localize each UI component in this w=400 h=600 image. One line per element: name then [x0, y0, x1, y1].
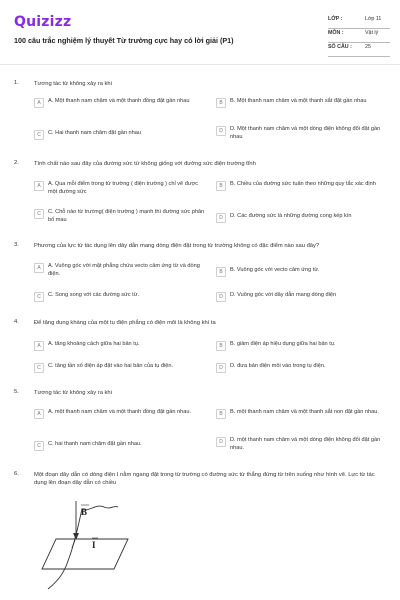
option-letter-box: D [216, 126, 226, 136]
question-5 [14, 389, 388, 459]
option-text: C. Chỗ nào từ trường( điện trường ) mạnh thì đường sức phân bố mau [48, 209, 205, 223]
option-letter-box: C [34, 441, 44, 451]
question-4 [14, 319, 388, 375]
question-3 [14, 242, 388, 308]
question-number: 5. [14, 389, 19, 395]
meta-row-subject [328, 29, 390, 43]
option-letter-box: B [216, 181, 226, 191]
wire-in-field-diagram [34, 493, 134, 593]
option-text: D. đưa bản điện môi vào trong tụ điện. [230, 363, 326, 369]
option-letter-box: A [34, 98, 44, 108]
question-text: Tương tác từ không xảy ra khi [34, 81, 112, 87]
i-vector-label: I [92, 540, 96, 550]
option-text: C. Hai thanh nam châm đặt gần nhau [48, 130, 141, 136]
option-text: A. Một thanh nam châm và một thanh đồng đặt gần nhau [48, 98, 190, 104]
option-letter-box: D [216, 437, 226, 447]
option-text: B. Một thanh nam châm và một thanh sắt đặt gần nhau [230, 98, 367, 104]
option-text: B. một thanh nam châm và một thanh sắt non đặt gần nhau. [230, 409, 379, 415]
meta-value: Lớp 11 [365, 16, 382, 22]
option-text: C. hai thanh nam châm đặt gần nhau. [48, 441, 142, 447]
question-text: Để tăng dung kháng của một tụ điện phẳng có điện môi là không khí ta [34, 320, 216, 326]
option-letter-box: B [216, 409, 226, 419]
option-text: D. Vuông góc với dây dẫn mang dòng điện [230, 292, 337, 298]
option-letter-box: D [216, 213, 226, 223]
option-letter-box: A [34, 181, 44, 191]
plane-outline [42, 539, 128, 569]
option-text: A. Qua mỗi điểm trong từ trường ( điện trường ) chỉ vẽ được một đường sức [48, 181, 199, 195]
question-number: 4. [14, 319, 19, 325]
wire-top-curve [82, 506, 118, 510]
header-divider [0, 64, 400, 65]
option-text: A. tăng khoảng cách giữa hai bản tụ. [48, 341, 140, 347]
option-letter-box: B [216, 98, 226, 108]
question-text: Phương của lực từ tác dụng lên dây dẫn mang dòng điện đặt trong từ trường không có đặc điểm nào sau đây? [34, 243, 320, 249]
option-letter-box: C [34, 292, 44, 302]
option-letter-box: A [34, 263, 44, 273]
b-vector-label: B [81, 507, 88, 517]
option-text: B. Vuông góc với vecto cảm ứng từ. [230, 267, 320, 273]
current-direction-arrow [72, 540, 75, 548]
option-letter-box: C [34, 130, 44, 140]
option-text: D. Một thanh nam châm và một dòng điện không đổi đặt gần nhau [230, 126, 381, 140]
quizizz-logo: Quizizz [14, 14, 72, 30]
option-letter-box: D [216, 363, 226, 373]
meta-value: 25 [365, 44, 371, 50]
question-text: Một đoạn dây dẫn có dòng điện I nằm ngang đặt trong từ trường có đường sức từ thẳng đứng từ trên xuống như hình vẽ. Lực từ tác dụng lên đoạn dây dẫn có chiều [34, 472, 375, 486]
meta-value: Vật lý [365, 30, 379, 36]
question-6 [14, 471, 388, 491]
meta-row-class [328, 15, 390, 29]
option-text: D. Các đường sức là những đường cong kép kín [230, 213, 352, 219]
question-number: 1. [14, 80, 19, 86]
option-text: A. Vuông góc với mặt phẳng chứa vecto cảm ứng từ và dòng điện. [48, 263, 200, 277]
option-letter-box: A [34, 341, 44, 351]
worksheet-meta [328, 15, 390, 57]
page-title: 100 câu trắc nghiệm lý thuyết Từ trường cực hay có lời giải (P1) [14, 36, 234, 45]
meta-underline [328, 56, 390, 57]
magnetic-field-figure [34, 493, 134, 593]
current-wire [48, 509, 82, 589]
option-text: C. tăng tần số điện áp đặt vào hai bản của tụ điện. [48, 363, 174, 369]
question-text: Tính chất nào sau đây của đường sức từ không giống với đường sức điện trường tĩnh [34, 161, 256, 167]
option-letter-box: A [34, 409, 44, 419]
question-text: Tương tác từ không xảy ra khi [34, 390, 112, 396]
option-text: D. một thanh nam châm và một dòng điện không đổi đặt gần nhau. [230, 437, 381, 451]
question-1 [14, 80, 388, 150]
question-number: 2. [14, 160, 19, 166]
option-letter-box: C [34, 209, 44, 219]
option-text: C. Song song với các đường sức từ. [48, 292, 140, 298]
meta-label: MÔN : [328, 30, 344, 36]
option-text: B. giảm điện áp hiệu dụng giữa hai bản tụ. [230, 341, 336, 347]
meta-row-count [328, 43, 390, 57]
question-2 [14, 160, 388, 236]
question-number: 6. [14, 471, 19, 477]
option-letter-box: D [216, 292, 226, 302]
option-text: A. một thanh nam châm và một thanh đồng đặt gần nhau. [48, 409, 192, 415]
option-letter-box: C [34, 363, 44, 373]
option-letter-box: B [216, 341, 226, 351]
meta-label: SỐ CÂU : [328, 44, 352, 50]
meta-label: LỚP : [328, 16, 343, 22]
option-text: B. Chiều của đường sức tuân theo những quy tắc xác định [230, 181, 376, 187]
option-letter-box: B [216, 267, 226, 277]
question-number: 3. [14, 242, 19, 248]
